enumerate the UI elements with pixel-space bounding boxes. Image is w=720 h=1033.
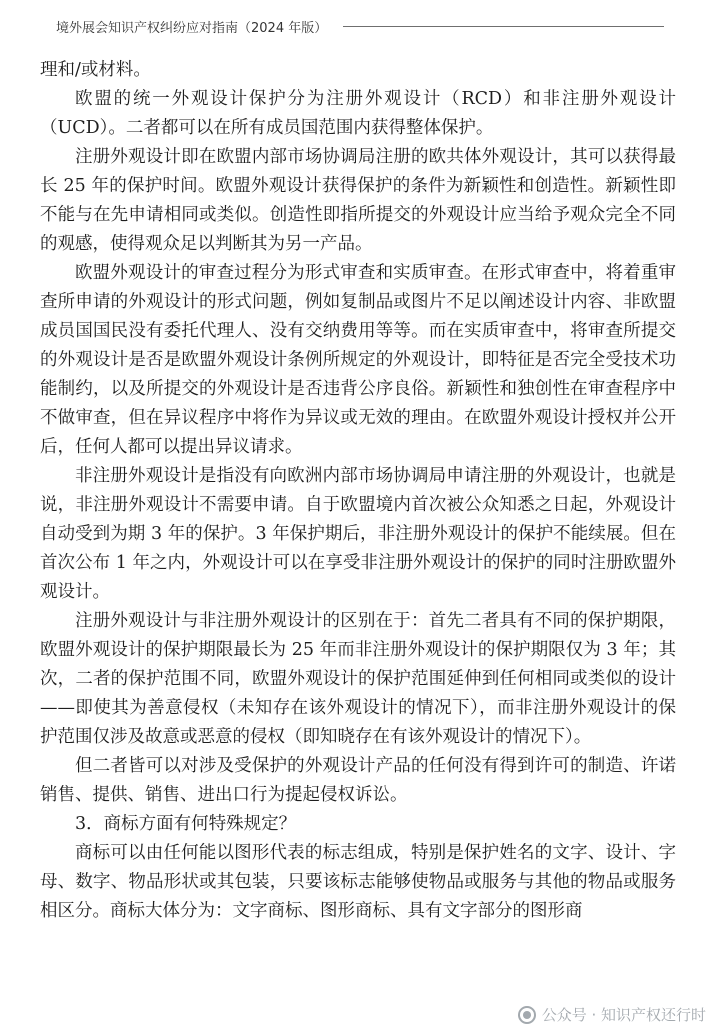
paragraph-rcd-ucd: 欧盟的统一外观设计保护分为注册外观设计（RCD）和非注册外观设计（UCD）。二者都可以在所有成员国范围内获得整体保护。 xyxy=(40,89,676,138)
section-heading: 3．商标方面有何特殊规定？ xyxy=(75,814,297,834)
page-header xyxy=(56,14,664,38)
watermark xyxy=(518,1004,706,1025)
paragraph-unregistered-design: 非注册外观设计是指没有向欧洲内部市场协调局申请注册的外观设计，也就是说，非注册外观设计不需要申请。自于欧盟境内首次被公众知悉之日起，外观设计自动受到为期 3 年的保护。3 年保护期后，非注册外观设计的保护不能续展。但在首次公布 1 年之内，外观设计可以在享受非注册外观设计的保护的同时注册欧盟外观设计。 xyxy=(40,466,676,602)
wechat-icon xyxy=(518,1006,536,1024)
document-body xyxy=(40,56,676,926)
header-title: 境外展会知识产权纠纷应对指南（2024 年版） xyxy=(56,20,328,36)
paragraph-continuation: 理和/或材料。 xyxy=(40,60,151,80)
header-divider xyxy=(343,26,664,27)
paragraph-trademark: 商标可以由任何能以图形代表的标志组成，特别是保护姓名的文字、设计、字母、数字、物品形状或其包装，只要该标志能够使物品或服务与其他的物品或服务相区分。商标大体分为：文字商标、图形商标、具有文字部分的图形商 xyxy=(40,843,676,921)
paragraph-differences: 注册外观设计与非注册外观设计的区别在于：首先二者具有不同的保护期限，欧盟外观设计的保护期限最长为 25 年而非注册外观设计的保护期限仅为 3 年；其次，二者的保护范围不同，欧盟外观设计的保护范围延伸到任何相同或类似的设计——即使其为善意侵权（未知存在该外观设计的情况下），而非注册外观设计的保护范围仅涉及故意或恶意的侵权（即知晓存在有该外观设计的情况下）。 xyxy=(40,611,676,747)
paragraph-registered-design: 注册外观设计即在欧盟内部市场协调局注册的欧共体外观设计，其可以获得最长 25 年的保护时间。欧盟外观设计获得保护的条件为新颖性和创造性。新颖性即不能与在先申请相同或类似。创造性即指所提交的外观设计应当给予观众完全不同的观感，使得观众足以判断其为另一产品。 xyxy=(40,147,676,254)
paragraph-examination: 欧盟外观设计的审查过程分为形式审查和实质审查。在形式审查中，将着重审查所申请的外观设计的形式问题，例如复制品或图片不足以阐述设计内容、非欧盟成员国国民没有委托代理人、没有交纳费用等等。而在实质审查中，将审查所提交的外观设计是否是欧盟外观设计条例所规定的外观设计，即特征是否完全受技术功能制约，以及所提交的外观设计是否违背公序良俗。新颖性和独创性在审查程序中不做审查，但在异议程序中将作为异议或无效的理由。在欧盟外观设计授权并公开后，任何人都可以提出异议请求。 xyxy=(40,263,676,457)
paragraph-infringement: 但二者皆可以对涉及受保护的外观设计产品的任何没有得到许可的制造、许诺销售、提供、销售、进出口行为提起侵权诉讼。 xyxy=(40,756,676,805)
watermark-text: 公众号 · 知识产权还行时 xyxy=(541,1006,706,1024)
